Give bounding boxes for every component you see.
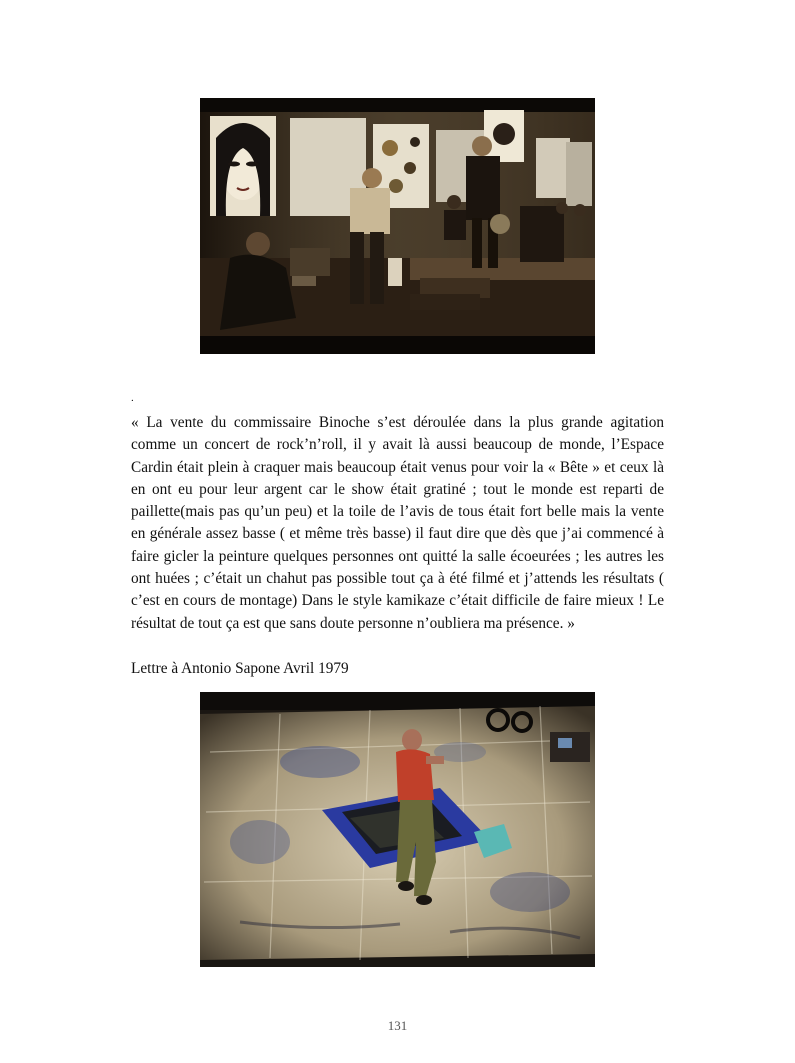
letter-quote: « La vente du commissaire Binoche s’est déroulée dans la plus grande agitation comme un concert de rock’n’roll, il y avait là aussi beaucoup de monde, l’Espace Cardin était plein à craquer mais beaucoup était venus pour voir la « Bête » et ceux là en ont eu pour leur argent car le show était gratiné ; tout le monde est reparti de paillette(mais pas qu’un peu) et la toile de l’avis de tous était fort belle mais la vente en générale assez basse ( et même très basse) il faut dire que dès que j’ai commencé à faire gicler la peinture quelques personnes ont quitté la salle écoeurées ; les autres les ont huées ; c’était un chahut pas possible tout ça à été filmé et j’attends les résultats ( c’est en cours de montage) Dans le style kamikaze c’était difficile de faire mieux ! Le résultat de tout ça est que sans doute personne n’oubliera ma présence. » — [131, 414, 664, 632]
letter-caption: Lettre à Antonio Sapone Avril 1979 — [131, 660, 349, 677]
photo-action-painting — [200, 692, 595, 967]
page-number: 131 — [387, 1018, 408, 1033]
auction-stage-photo-icon — [200, 98, 595, 354]
photo-auction-stage — [200, 98, 595, 354]
action-painting-photo-icon — [200, 692, 595, 967]
dot-mark: . — [131, 392, 134, 404]
